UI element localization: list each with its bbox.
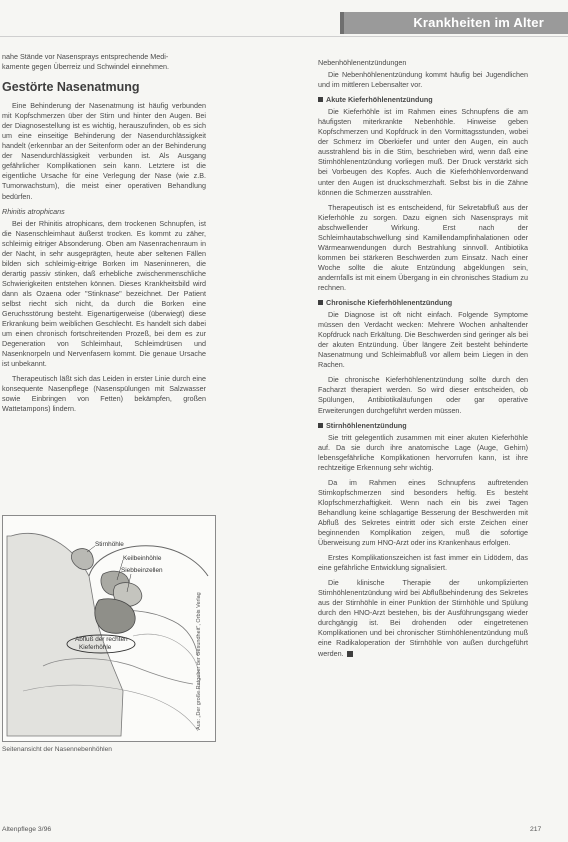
right-paragraph: Therapeutisch ist es entscheidend, für Sekretabfluß aus der Kieferhöhle zu sorgen. Dazu eignen sich Nasensprays mit abschwellender Wirkung. Erst nach der Schleimhautabschwellung sind Kamillendampfinhalationen oder Wärmeanwendungen durch Bestrahlung sinnvoll. Antibiotika kommen bei stärkeren Beschwerden zum Einsatz. Nach einer Woche sollte die akute Entzündung abgeklungen sein, andernfalls ist mit einem Übergang in ein chronisches Stadium zu rechnen. [318,202,528,292]
figure-credit: Aus: „Der große Ratgeber der Gesundheit", Orbis Verlag [196,592,202,730]
label-kieferhoehle-line-2: Kieferhöhle [79,644,112,651]
figure-credit-container [196,530,208,730]
label-kieferhoehle-line-1: Abfluß der rechten [75,636,128,643]
label-stirnhoehle: Stirnhöhle [95,541,124,548]
right-paragraph: Sie tritt gelegentlich zusammen mit einer akuten Kieferhöhle auf. Da sie durch ihre anatomische Lage (Auge, Gehirn) lebensgefährliche Komplikationen hervorrufen kann, ist ihre rechtzeitige Erkennung sehr wichtig. [318,432,528,472]
left-intro-line-1: nahe Stände vor Nasensprays entsprechende Medi- [2,52,169,61]
right-paragraph: Erstes Komplikationszeichen ist fast immer ein Lidödem, das eine gefährliche Entwicklung signalisiert. [318,553,528,573]
subhead-stirnhoehle: Stirnhöhlenentzündung [318,421,528,431]
left-column [2,52,206,420]
end-mark-icon [347,651,353,657]
bullet-square-icon [318,300,323,305]
header-title: Krankheiten im Alter [413,15,544,30]
section-heading: Gestörte Nasenatmung [2,80,140,95]
left-intro-line-2: kamente gegen Überreiz und Schwindel einnehmen. [2,62,170,72]
left-paragraph: Bei der Rhinitis atrophicans, dem trockenen Schnupfen, ist die Nasenschleimhaut äußerst trocken. Es kommt zu zäher, schleimig eitriger Absonderung. Oben am Nasenrachenraum in der Nacht, in sehr ausgeprägten, heute aber seltenen Fällen bilden sich schleimig-eitrige Borken im Naseninneren, die derartig passiv stinken, daß erhebliche zwischenmenschliche Schwierigkeiten entstehen können. Dieses Krankheitsbild wird dann als Ozaena oder "Stinknase" bezeichnet. Der Patient selbst riecht sich nicht, da durch die Borken eine Geruchsstörung besteht. Eigenartigerweise (überwiegt) diese Erkrankung beim weiblichen Geschlecht. Es handelt sich dabei um einen chronisch fortschreitenden Prozeß, bei dem es zur Degeneration von Schleimhaut, Schleimdrüsen und Nasenknorpeln und Nervenfasern kommt. Die genaue Ursache ist unbekannt. [2,218,206,369]
footer-page-number: 217 [530,826,542,833]
bullet-square-icon [318,97,323,102]
right-paragraph: Da im Rahmen eines Schnupfens auftretenden Stirnkopfschmerzen sind besonders heftig. Es besteht Klopfschmerzhaftigkeit. Wenn nach ein bis zwei Tagen Behandlung keine schlagartige Besserung der Beschwerden mit Abfluß des Sekretes eintritt oder sich erste Zeichen einer beginnenden Komplikation zeigen, muß die sofortige Überweisung zum HNO-Arzt oder ins Krankenhaus erfolgen. [318,477,528,548]
subhead-akute-kieferhoehle: Akute Kieferhöhlenentzündung [318,95,528,105]
left-subhead: Rhinitis atrophicans [2,206,65,216]
right-paragraph-last: Die klinische Therapie der unkomplizierten Stirnhöhlenentzündung wird bei Abflußbehinderung des Sekretes aus der Stirnhöhle in einer Punktion der Stirnhöhle und Spülung durch den HNO-Arzt bestehen, bis der Ausführungsgang wieder durchgängig ist. Bei drohenden oder eingetretenen Komplikationen und bei chronischer Stirnhöhlenentzündung muß eine Radikaloperation der Stirnhöhle von außen durchgeführt werden. [318,578,528,658]
right-column [318,58,528,664]
left-paragraph: Eine Behinderung der Nasenatmung ist häufig verbunden mit Kopfschmerzen über der Stirn und hinter den Augen. Bei der Diagnosestellung ist es wichtig, herauszufinden, ob es sich um eine einseitige Behinderung der Nasendurchlässigkeit handelt (erkennbar an der Seitenform oder an der Behinderung der Nasendurchlässigkeit verbunden ist. Als Ausgang gefährlicher Komplikationen sein kann. Letztere ist die eigentliche Ursache für eine Verlegung der Nase (wie z.B. Tumorwachstum), die meist einer operativen Behandlung bedürfen. [2,101,206,201]
anatomy-illustration [3,516,215,741]
right-paragraph: Die chronische Kieferhöhlenentzündung sollte durch den Facharzt therapiert werden. So wird dieser entscheiden, ob Spülungen, Antibiotikaläufungen oder gar operative Erweiterungen durchgeführt werden müssen. [318,375,528,415]
right-intro: Die Nebenhöhlenentzündung kommt häufig bei Jugendlichen und im mittleren Lebensalter vor. [318,70,528,90]
left-paragraph: Therapeutisch läßt sich das Leiden in erster Linie durch eine konsequente Nasenpflege (Nasenspülungen mit Salzwasser sowie Einbringen von Fetten) bekämpfen, großen Wattetampons) lindern. [2,374,206,414]
label-keilbeinhoehle: Keilbeinhöhle [123,555,162,562]
right-subhead-top: Nebenhöhlenentzündungen [318,58,407,67]
footer-journal: Altenpflege 3/96 [2,826,52,833]
label-siebbeinzellen: Siebbeinzellen [121,567,163,574]
right-paragraph: Die Diagnose ist oft nicht einfach. Folgende Symptome müssen den Verdacht wecken: Mehrere Wochen anhaltender Kopfdruck nach Erkältung. Die Beschwerden sind geringer als bei der akuten Entzündung. Über längere Zeit besteht behinderte Nasenatmung und Schleimabfluß vor allem beim Liegen in den Rachen. [318,310,528,370]
bullet-square-icon [318,423,323,428]
right-paragraph: Die Kieferhöhle ist im Rahmen eines Schnupfens die am häufigsten miterkrankte Nebenhöhle. Hinweise geben Kopfschmerzen und Kopfdruck in den Vormittagsstunden, wobei der Schmerz im Oberkiefer und unter den Augen, ein auch ausstrahlend bis in die Stirn, beschrieben wird, wenn daß eine Stirnhöhlenentzündung vorliegen muß. Der Druck verstärkt sich bei Vorbeugen des Kopfes. Auch die Kieferhöhlenvorderwand unter den Augen ist druckschmerzhaft. Selbst bis in die Zähne können die Schmerzen ausstrahlen. [318,107,528,197]
anatomy-figure [2,515,216,742]
header-bar [340,12,568,34]
subhead-chronische-kieferhoehle: Chronische Kieferhöhlenentzündung [318,298,528,308]
figure-caption: Seitenansicht der Nasennebenhöhlen [2,746,112,753]
header-rule [0,36,568,37]
